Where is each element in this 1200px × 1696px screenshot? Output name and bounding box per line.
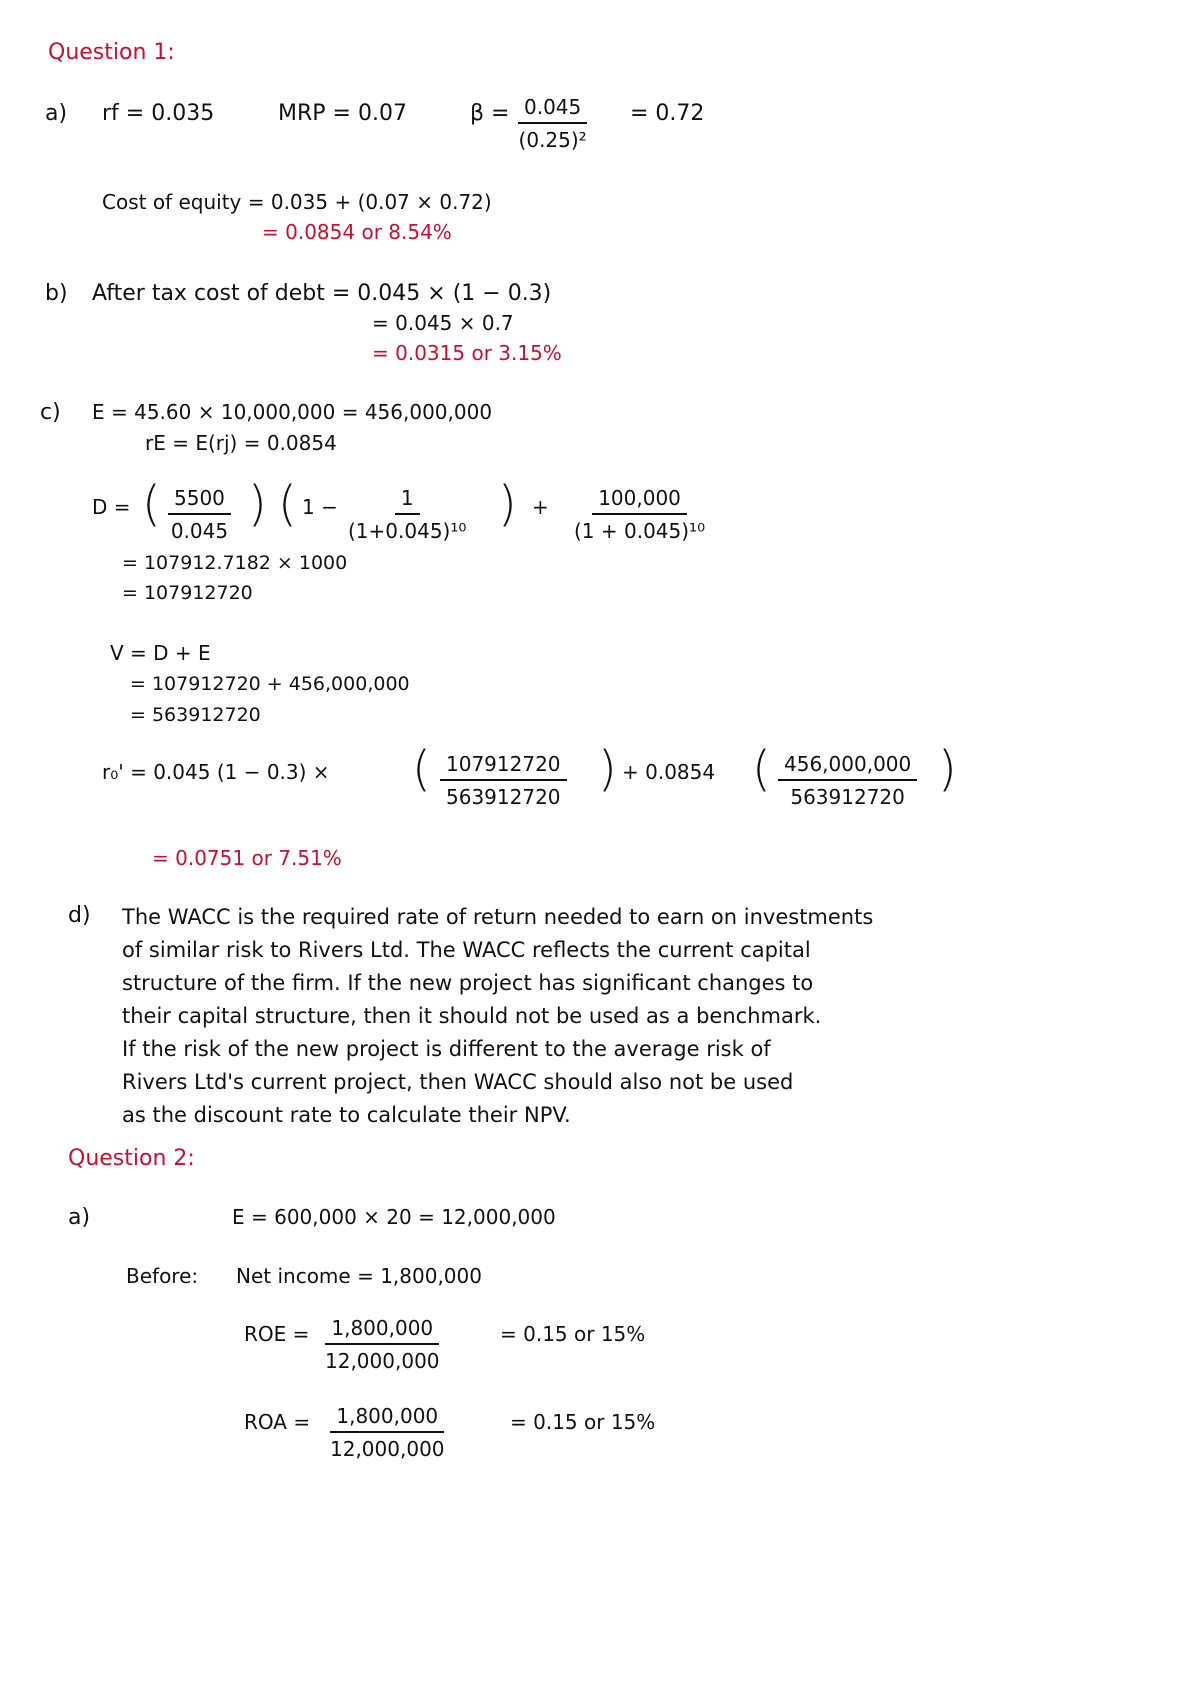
explanation-line: of similar risk to Rivers Ltd. The WACC reflects the current capital [122, 938, 811, 962]
roe-fraction [325, 1316, 440, 1373]
roa-label: ROA = [244, 1410, 311, 1434]
risk-free-rate: rf = 0.035 [102, 101, 215, 126]
beta-label: β = [470, 101, 510, 126]
after-tax-debt-result: = 0.0315 or 3.15% [372, 341, 562, 365]
face-value-denominator: (1 + 0.045)¹⁰ [574, 519, 706, 543]
question-1-heading: Question 1: [48, 40, 175, 65]
question-2-heading: Question 2: [68, 1146, 195, 1171]
market-risk-premium: MRP = 0.07 [278, 101, 407, 126]
annuity-one-minus: 1 − [302, 495, 338, 519]
cost-of-equity-re-line: rE = E(rj) = 0.0854 [145, 431, 337, 455]
roa-fraction [330, 1404, 445, 1461]
q2-equity-line: E = 600,000 × 20 = 12,000,000 [232, 1205, 556, 1229]
discount-factor-fraction [348, 486, 466, 543]
equity-weight-numerator: 456,000,000 [778, 752, 917, 781]
close-paren-4: ) [938, 741, 957, 797]
part-a-label: a) [45, 101, 68, 126]
beta-fraction [518, 95, 587, 152]
wacc-formula-lhs: r₀' = 0.045 (1 − 0.3) × [102, 760, 330, 784]
after-tax-debt-step: = 0.045 × 0.7 [372, 311, 514, 335]
beta-denominator: (0.25)² [518, 128, 587, 152]
wacc-explanation [122, 901, 1052, 1132]
roe-result: = 0.15 or 15% [500, 1322, 646, 1346]
close-paren-2: ) [498, 476, 517, 532]
discount-numerator: 1 [395, 486, 420, 515]
explanation-line: Rivers Ltd's current project, then WACC should also not be used [122, 1070, 794, 1094]
debt-weight-numerator: 107912720 [440, 752, 567, 781]
q2-part-a-label: a) [68, 1205, 91, 1230]
close-paren: ) [248, 476, 267, 532]
roe-label: ROE = [244, 1322, 310, 1346]
debt-value-step: = 107912.7182 × 1000 [122, 552, 348, 574]
explanation-line: If the risk of the new project is different to the average risk of [122, 1037, 771, 1061]
plus-sign: + [532, 495, 549, 519]
roe-numerator: 1,800,000 [325, 1316, 439, 1345]
net-income-line: Net income = 1,800,000 [236, 1264, 482, 1288]
part-c-label: c) [40, 400, 61, 425]
beta-numerator: 0.045 [518, 95, 587, 124]
coupon-numerator: 5500 [168, 486, 231, 515]
debt-value-result: = 107912720 [122, 582, 253, 604]
explanation-line: their capital structure, then it should not be used as a benchmark. [122, 1004, 822, 1028]
firm-value-step: = 107912720 + 456,000,000 [130, 673, 410, 695]
roa-numerator: 1,800,000 [330, 1404, 444, 1433]
roa-denominator: 12,000,000 [330, 1437, 445, 1461]
open-paren-3: ( [412, 741, 431, 797]
face-value-numerator: 100,000 [592, 486, 687, 515]
roe-denominator: 12,000,000 [325, 1349, 440, 1373]
open-paren-2: ( [278, 476, 297, 532]
part-b-label: b) [45, 281, 68, 306]
before-label: Before: [126, 1264, 199, 1288]
beta-result: = 0.72 [630, 101, 705, 126]
open-paren: ( [142, 476, 161, 532]
close-paren-3: ) [598, 741, 617, 797]
after-tax-debt-line: After tax cost of debt = 0.045 × (1 − 0.3) [92, 281, 552, 306]
wacc-formula-mid: + 0.0854 [622, 760, 716, 784]
equity-weight-fraction [778, 752, 917, 809]
roa-result: = 0.15 or 15% [510, 1410, 656, 1434]
coupon-annuity-fraction [168, 486, 231, 543]
cost-of-equity-result: = 0.0854 or 8.54% [262, 220, 452, 244]
face-value-fraction [574, 486, 705, 543]
explanation-line: The WACC is the required rate of return needed to earn on investments [122, 905, 874, 929]
coupon-denominator: 0.045 [170, 519, 229, 543]
part-d-label: d) [68, 903, 91, 928]
open-paren-4: ( [752, 741, 771, 797]
cost-of-equity-line: Cost of equity = 0.035 + (0.07 × 0.72) [102, 190, 492, 214]
equity-value-line: E = 45.60 × 10,000,000 = 456,000,000 [92, 400, 493, 424]
debt-value-label: D = [92, 495, 131, 519]
firm-value-line: V = D + E [110, 641, 211, 665]
explanation-line: as the discount rate to calculate their NPV. [122, 1103, 571, 1127]
explanation-line: structure of the firm. If the new project has significant changes to [122, 971, 814, 995]
debt-weight-denominator: 563912720 [446, 785, 561, 809]
discount-denominator: (1+0.045)¹⁰ [348, 519, 467, 543]
firm-value-result: = 563912720 [130, 704, 261, 726]
equity-weight-denominator: 563912720 [790, 785, 905, 809]
wacc-result: = 0.0751 or 7.51% [152, 846, 342, 870]
debt-weight-fraction [440, 752, 567, 809]
